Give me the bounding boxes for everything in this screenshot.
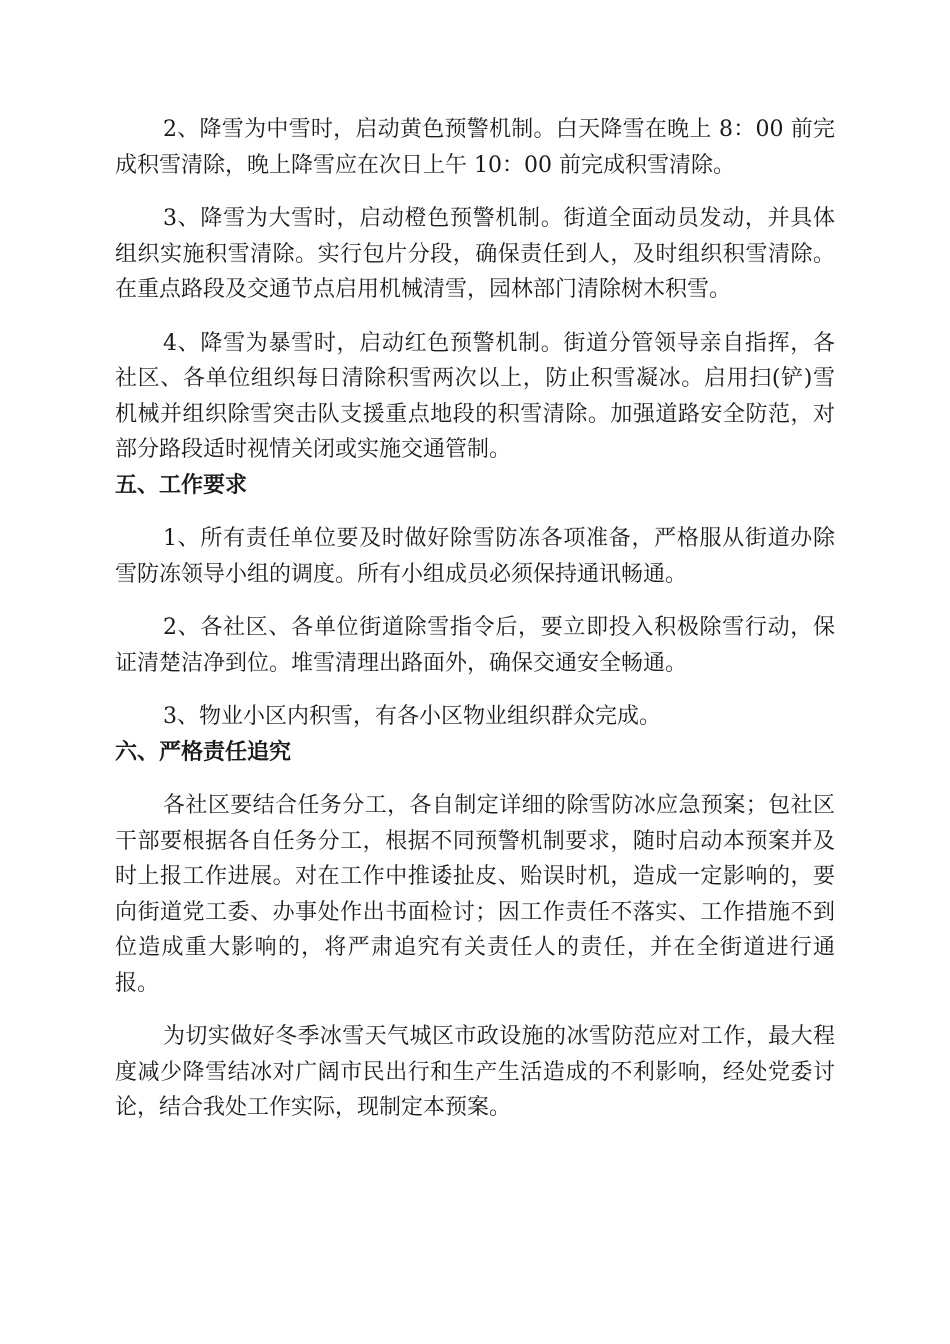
paragraph-requirement-2: 2、各社区、各单位街道除雪指令后，要立即投入积极除雪行动，保证清楚洁净到位。堆雪清理出路面外，确保交通安全畅通。 xyxy=(115,615,835,676)
paragraph-requirement-1: 1、所有责任单位要及时做好除雪防冻各项准备，严格服从街道办除雪防冻领导小组的调度。所有小组成员必须保持通讯畅通。 xyxy=(115,526,835,587)
paragraph-closing: 为切实做好冬季冰雪天气城区市政设施的冰雪防范应对工作，最大程度减少降雪结冰对广阔市民出行和生产生活造成的不利影响，经处党委讨论，结合我处工作实际，现制定本预案。 xyxy=(115,1024,835,1120)
paragraph-moderate-snow: 2、降雪为中雪时，启动黄色预警机制。白天降雪在晚上 8：00 前完成积雪清除，晚上降雪应在次日上午 10：00 前完成积雪清除。 xyxy=(115,117,835,178)
paragraph-accountability: 各社区要结合任务分工，各自制定详细的除雪防冰应急预案；包社区干部要根据各自任务分工，根据不同预警机制要求，随时启动本预案并及时上报工作进展。对在工作中推诿扯皮、贻误时机，造成一定影响的，要向街道党工委、办事处作出书面检讨；因工作责任不落实、工作措施不到位造成重大影响的，将严肃追究有关责任人的责任，并在全街道进行通报。 xyxy=(115,793,835,996)
paragraph-blizzard: 4、降雪为暴雪时，启动红色预警机制。街道分管领导亲自指挥，各社区、各单位组织每日清除积雪两次以上，防止积雪凝冰。启用扫(铲)雪机械并组织除雪突击队支援重点地段的积雪清除。加强道路安全防范，对部分路段适时视情关闭或实施交通管制。 xyxy=(115,330,835,462)
document-page xyxy=(115,112,835,1126)
section-heading-work-requirements: 五、工作要求 xyxy=(115,472,248,498)
paragraph-heavy-snow: 3、降雪为大雪时，启动橙色预警机制。街道全面动员发动，并具体组织实施积雪清除。实行包片分段，确保责任到人，及时组织积雪清除。在重点路段及交通节点启用机械清雪，园林部门清除树木积雪。 xyxy=(115,206,835,302)
paragraph-requirement-3: 3、物业小区内积雪，有各小区物业组织群众完成。 xyxy=(163,704,661,729)
section-heading-accountability: 六、严格责任追究 xyxy=(115,739,292,765)
